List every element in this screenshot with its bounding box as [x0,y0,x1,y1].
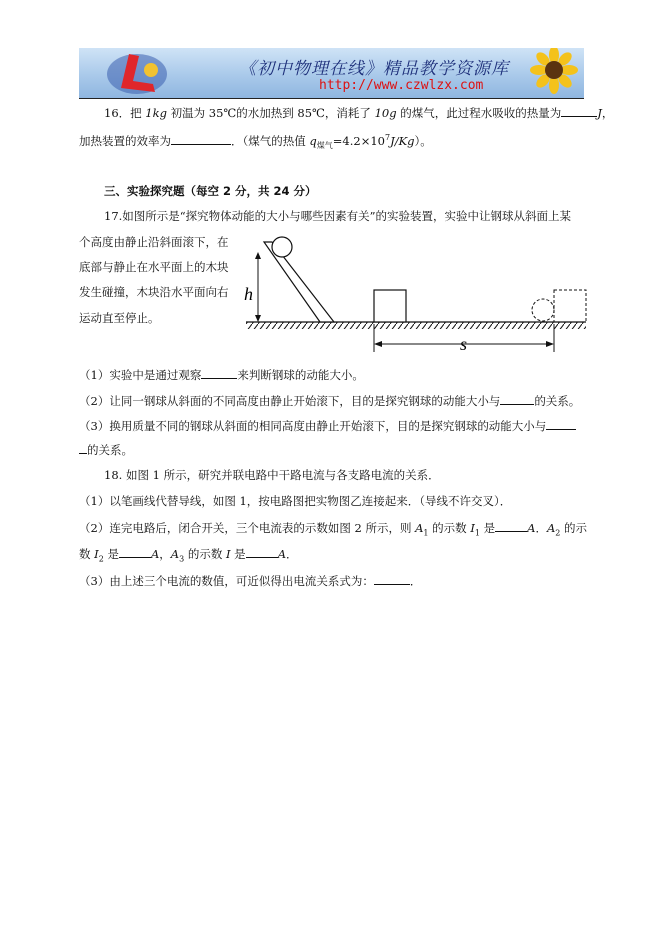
q17-sub-3: （3）换用质量不同的钢球从斜面的相同高度由静止开始滚下，目的是探究钢球的动能大小与 [79,417,576,434]
header-banner [79,48,584,99]
q17-line-5: 运动直至停止。 [79,311,160,325]
q17-blank-3-cont [79,441,87,454]
q18-blank-i[interactable] [246,545,278,558]
q16-blank-efficiency[interactable] [171,132,231,145]
q17-line-4: 发生碰撞，木块沿水平面向右 [79,285,229,299]
ground-hatch [246,322,586,329]
q17-blank-3[interactable] [546,417,576,430]
q17-sub-2: （2）让同一钢球从斜面的不同高度由静止开始滚下，目的是探究钢球的动能大小与 的关系。 [79,394,581,408]
q17-blank-2[interactable] [500,392,534,405]
experiment-diagram [240,228,590,358]
q18-sub-2-cont: 数 $I_2$ 是 A，$A_3$ 的示数 I 是 A． [79,547,298,564]
q16-line-2: 加热装置的效率为 ．（煤气的热值 $q_{煤气}=4.2\times 10^7J/Kg$）。 [79,133,432,151]
q16-blank-heat[interactable] [561,104,597,117]
q17-sub-1: （1）实验中是通过观察 来判断钢球的动能大小。 [79,368,364,382]
q18-blank-i2[interactable] [119,545,151,558]
q17-sub-3-cont: 的关系。 [79,441,133,458]
q18-sub-2: （2）连完电路后，闭合开关，三个电流表的示数如图 2 所示，则 $A_1$ 的示数 $I_1$ 是 A．$A_2$ 的示 [79,521,587,538]
block-final-dashed [554,290,586,322]
section-heading: 三、实验探究题（每空 2 分，共 24 分） [104,184,317,198]
q18-sub-1: （1）以笔画线代替导线，如图 1，按电路图把实物图乙连接起来．（导线不许交叉）． [79,494,512,508]
q18-sub-3: （3）由上述三个电流的数值，可近似得出电流关系式为： ． [79,574,422,588]
wood-block [374,290,406,322]
label-s: s [460,334,468,354]
q17-line-1: 17.如图所示是“探究物体动能的大小与哪些因素有关”的实验装置，实验中让钢球从斜面上某 [104,209,572,223]
ball-final-dashed [532,299,554,321]
q18-blank-i1[interactable] [495,519,527,532]
label-h: h [244,284,253,304]
logo-icon [99,48,179,98]
q17-blank-1[interactable] [201,366,237,379]
banner-title: 《初中物理在线》精品教学资源库 [239,59,509,79]
q16-line-1: 16．把 1kg 初温为 35℃的水加热到 85℃，消耗了 10g 的煤气，此过程水吸收的热量为 J， [104,106,614,120]
q17-line-3: 底部与静止在水平面上的木块 [79,260,229,274]
banner-url: http://www.czwlzx.com [319,78,484,93]
steel-ball [272,237,292,257]
q18-blank-relation[interactable] [374,572,410,585]
q18-line-1: 18. 如图 1 所示，研究并联电路中干路电流与各支路电流的关系． [104,468,440,482]
q17-line-2: 个高度由静止沿斜面滚下，在 [79,235,229,249]
sunflower-icon [524,48,584,98]
